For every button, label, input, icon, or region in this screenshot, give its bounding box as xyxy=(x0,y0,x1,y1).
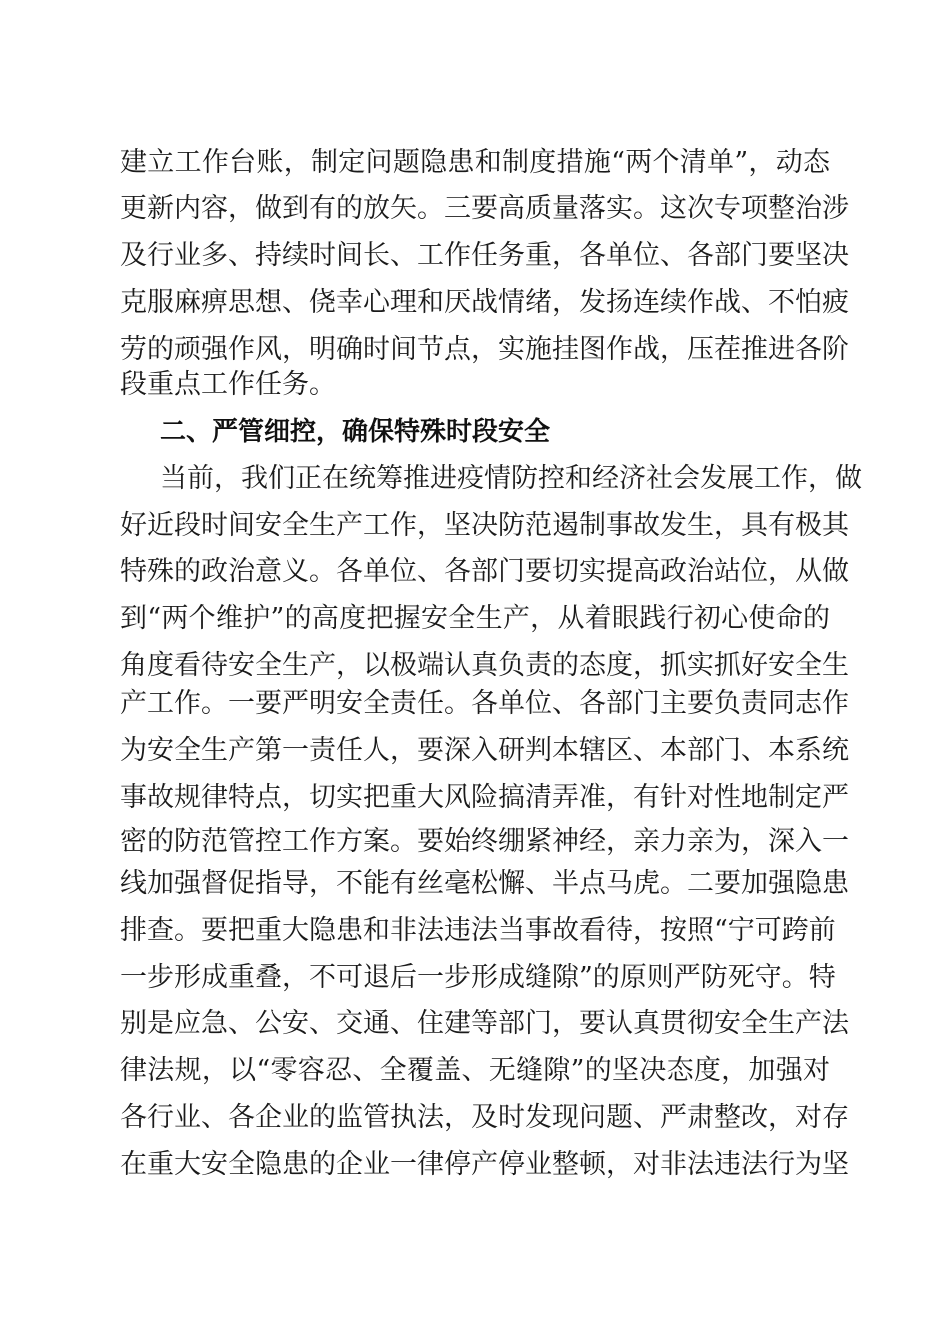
paragraph-2-line-9: 密的防范管控工作方案。要始终绷紧神经，亲力亲为，深入一 xyxy=(120,826,849,857)
section-heading: 二、严管细控，确保特殊时段安全 xyxy=(160,417,551,447)
paragraph-2-line-12: 一步形成重叠，不可退后一步形成缝隙”的原则严防死守。特 xyxy=(120,962,836,993)
paragraph-2-line-14: 律法规，以“零容忍、全覆盖、无缝隙”的坚决态度，加强对 xyxy=(120,1055,830,1086)
paragraph-2-line-3: 特殊的政治意义。各单位、各部门要切实提高政治站位，从做 xyxy=(120,556,849,587)
paragraph-2-line-8: 事故规律特点，切实把重大风险搞清弄准，有针对性地制定严 xyxy=(120,782,849,813)
paragraph-1-line-3: 及行业多、持续时间长、工作任务重，各单位、各部门要坚决 xyxy=(120,240,849,271)
paragraph-2-line-2: 好近段时间安全生产工作，坚决防范遏制事故发生，具有极其 xyxy=(120,510,849,541)
paragraph-2-line-10: 线加强督促指导，不能有丝毫松懈、半点马虎。二要加强隐患 xyxy=(120,868,849,899)
paragraph-2-line-4: 到“两个维护”的高度把握安全生产，从着眼践行初心使命的 xyxy=(120,603,830,634)
paragraph-2-line-5: 角度看待安全生产，以极端认真负责的态度，抓实抓好安全生 xyxy=(120,650,849,681)
paragraph-2-line-15: 各行业、各企业的监管执法，及时发现问题、严肃整改，对存 xyxy=(120,1102,849,1133)
paragraph-1-line-6: 段重点工作任务。 xyxy=(120,369,336,400)
paragraph-2-line-11: 排查。要把重大隐患和非法违法当事故看待，按照“宁可跨前 xyxy=(120,915,836,946)
paragraph-1-line-2: 更新内容，做到有的放矢。三要高质量落实。这次专项整治涉 xyxy=(120,193,849,224)
paragraph-2-line-7: 为安全生产第一责任人，要深入研判本辖区、本部门、本系统 xyxy=(120,735,849,766)
paragraph-1-line-1: 建立工作台账，制定问题隐患和制度措施“两个清单”，动态 xyxy=(120,147,830,178)
paragraph-2-line-16: 在重大安全隐患的企业一律停产停业整顿，对非法违法行为坚 xyxy=(120,1149,849,1180)
paragraph-2-line-1: 当前，我们正在统筹推进疫情防控和经济社会发展工作，做 xyxy=(160,463,862,494)
paragraph-2-line-13: 别是应急、公安、交通、住建等部门，要认真贯彻安全生产法 xyxy=(120,1008,849,1039)
paragraph-1-line-5: 劳的顽强作风，明确时间节点，实施挂图作战，压茬推进各阶 xyxy=(120,334,849,365)
paragraph-1-line-4: 克服麻痹思想、侥幸心理和厌战情绪，发扬连续作战、不怕疲 xyxy=(120,287,849,318)
paragraph-2-line-6: 产工作。一要严明安全责任。各单位、各部门主要负责同志作 xyxy=(120,688,849,719)
